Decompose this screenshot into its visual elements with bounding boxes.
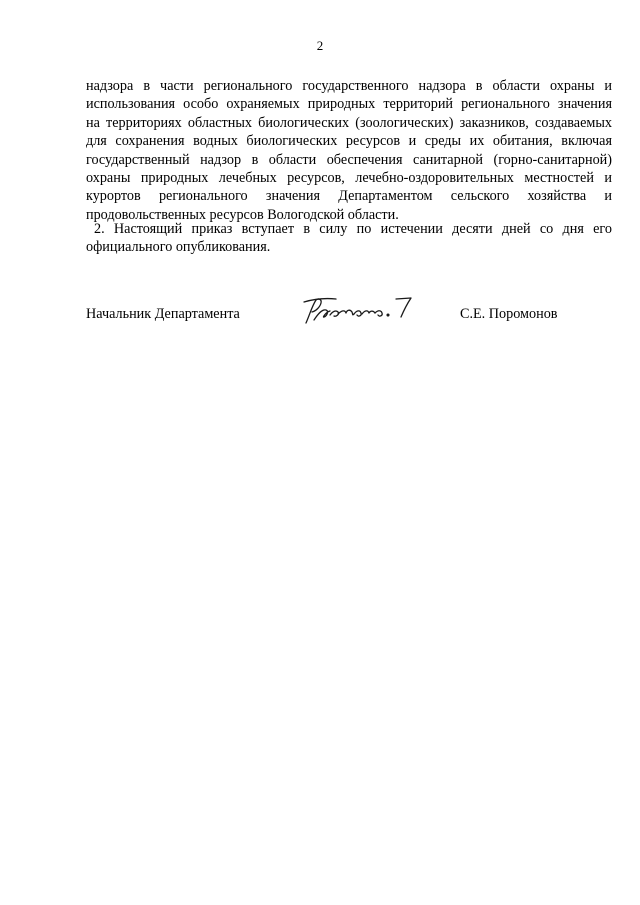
paragraph-1-line: охраны природных лечебных ресурсов, лечебно-оздоровительных местностей и	[86, 170, 612, 187]
signature-block	[0, 290, 640, 330]
paragraph-1-line: использования особо охраняемых природных территорий регионального значения	[86, 96, 612, 113]
handwritten-signature	[300, 290, 425, 330]
paragraph-2	[86, 220, 612, 257]
paragraph-2-line: официального опубликования.	[86, 239, 271, 256]
signatory-title: Начальник Департамента	[86, 306, 240, 322]
paragraph-1-line: продовольственных ресурсов Вологодской области.	[86, 206, 399, 223]
paragraph-1-line: государственный надзор в области обеспечения санитарной (горно-санитарной)	[86, 151, 612, 168]
paragraph-1-line: для сохранения водных биологических ресурсов и среды их обитания, включая	[86, 133, 612, 150]
paragraph-2-line: 2. Настоящий приказ вступает в силу по истечении десяти дней со дня его	[94, 221, 612, 237]
paragraph-1-line: на территориях областных биологических (зоологических) заказников, создаваемых	[86, 114, 612, 131]
paragraph-1	[86, 77, 612, 224]
page-number: 2	[316, 38, 324, 53]
signatory-name: С.Е. Поромонов	[460, 306, 558, 322]
paragraph-1-line: надзора в части регионального государственного надзора в области охраны и	[86, 78, 612, 94]
paragraph-1-line: курортов регионального значения Департаментом сельского хозяйства и	[86, 188, 612, 205]
